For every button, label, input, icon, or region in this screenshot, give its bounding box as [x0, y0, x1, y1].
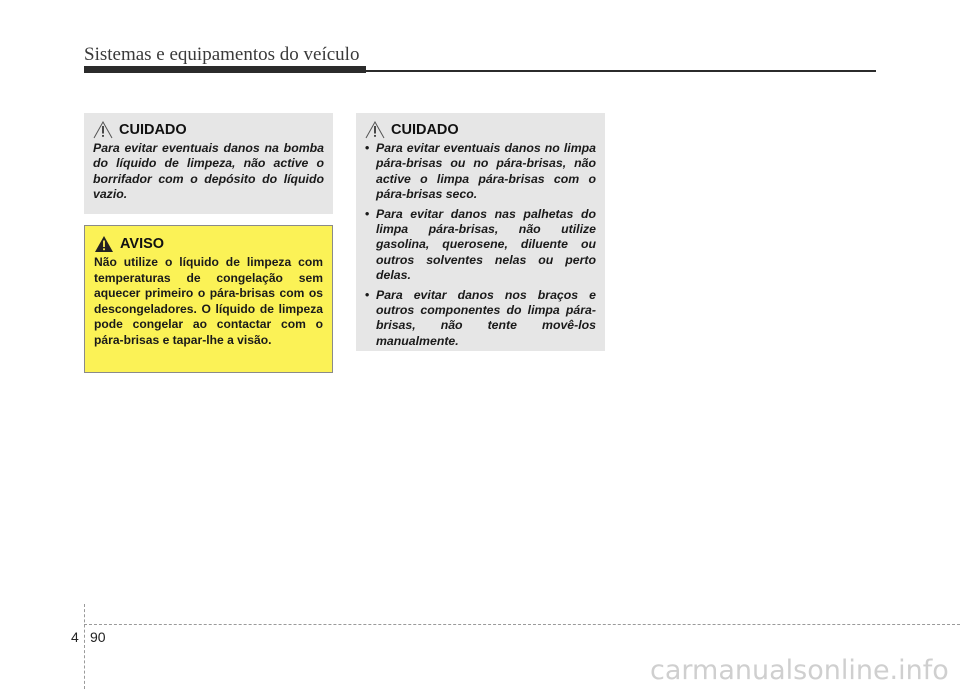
- list-item: • Para evitar danos nas palhetas do limpa pára-brisas, não utilize gasolina, querosene, diluente ou outros solventes nelas ou perto delas.: [365, 207, 596, 284]
- title-rule: [366, 70, 876, 72]
- list-item: • Para evitar eventuais danos no limpa pára-brisas ou no pára-brisas, não active o limpa pára-brisas com o pára-brisas seco.: [365, 141, 596, 203]
- page-number: 90: [90, 629, 106, 645]
- footer-divider: [84, 604, 85, 689]
- caution-triangle-icon: [93, 121, 113, 139]
- caution-title: CUIDADO: [119, 122, 187, 138]
- caution-heading: [93, 121, 324, 139]
- watermark: carmanualsonline.info: [650, 655, 949, 686]
- caution-box-right: [356, 113, 605, 351]
- caution-heading: [365, 121, 596, 139]
- caution-text: Para evitar eventuais danos na bomba do líquido de limpeza, não active o borrifador com o depósito do líquido vazio.: [93, 141, 324, 202]
- chapter-number: 4: [71, 629, 79, 645]
- list-item: • Para evitar danos nos braços e outros componentes do limpa pára-brisas, não tente movê-los manualmente.: [365, 288, 596, 350]
- caution-title: CUIDADO: [391, 122, 459, 138]
- section-title: Sistemas e equipamentos do veículo: [84, 44, 360, 65]
- warning-title: AVISO: [120, 236, 165, 252]
- warning-heading: [94, 235, 323, 253]
- warning-triangle-icon: [94, 235, 114, 253]
- warning-text: Não utilize o líquido de limpeza com temperaturas de congelação sem aquecer primeiro o pára-brisas com os descongeladores. O líquido de limpeza pode congelar ao contactar com o pára-brisas e tapar-lhe a visão.: [94, 255, 323, 347]
- title-bar: [84, 66, 366, 73]
- caution-list: [365, 141, 596, 349]
- caution-triangle-icon: [365, 121, 385, 139]
- footer-rule: [84, 624, 960, 625]
- caution-box-left: [84, 113, 333, 214]
- warning-box: [84, 225, 333, 373]
